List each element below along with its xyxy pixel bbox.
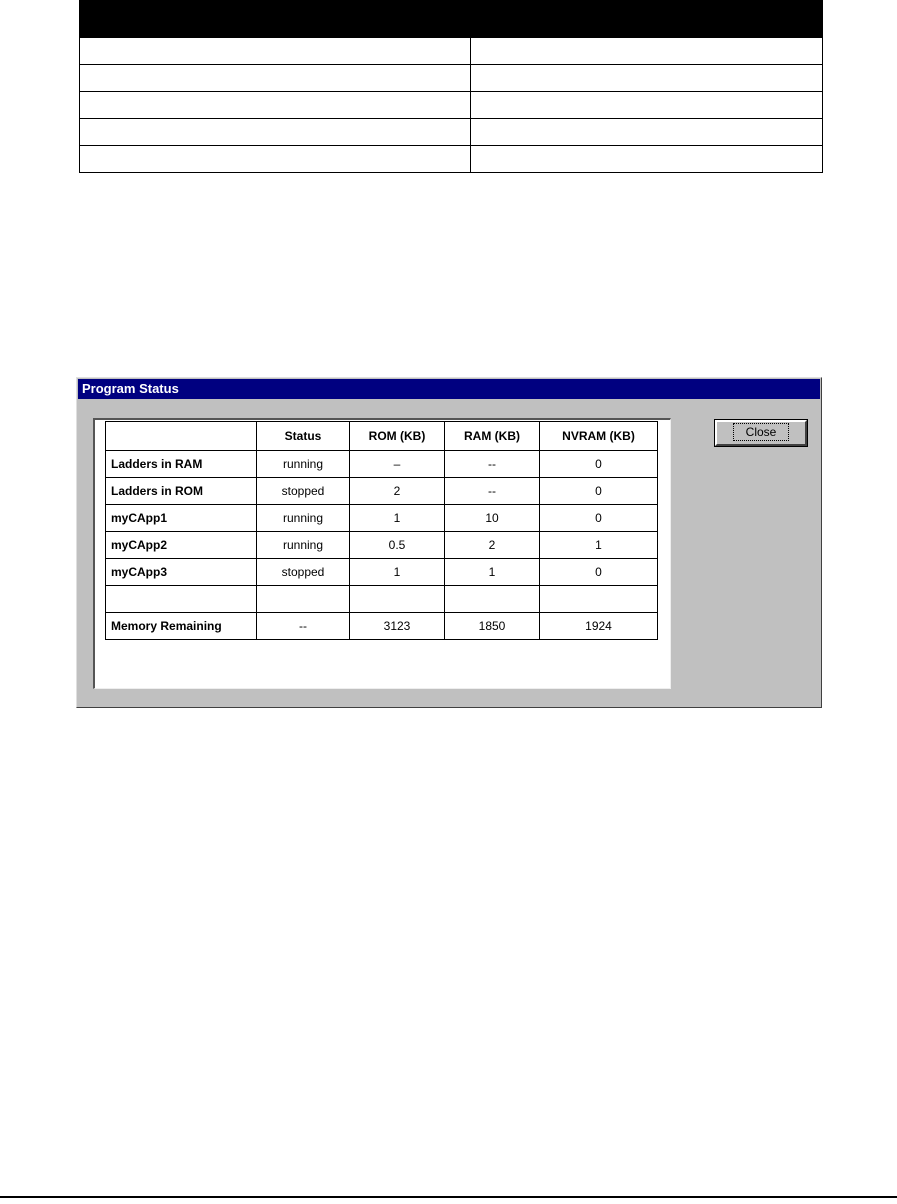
document-table-cell: [471, 65, 823, 92]
table-row-empty: [106, 586, 658, 613]
program-status-dialog: [76, 377, 822, 708]
status-cell: stopped: [257, 559, 350, 586]
ram-cell: --: [445, 451, 540, 478]
ram-cell: --: [445, 478, 540, 505]
table-row: [106, 478, 658, 505]
status-cell: stopped: [257, 478, 350, 505]
column-header-status: Status: [257, 422, 350, 451]
status-table: [105, 421, 658, 640]
column-header-rom: ROM (KB): [350, 422, 445, 451]
row-label: [106, 586, 257, 613]
ram-cell: 1: [445, 559, 540, 586]
row-label: myCApp1: [106, 505, 257, 532]
document-table-header-row: [80, 1, 823, 38]
document-table-row: [80, 38, 823, 65]
document-table-cell: [80, 38, 471, 65]
document-table-cell: [80, 65, 471, 92]
document-table-row: [80, 119, 823, 146]
document-table-header-cell: [471, 1, 823, 38]
document-table-row: [80, 146, 823, 173]
column-header-nvram: NVRAM (KB): [540, 422, 658, 451]
status-cell: running: [257, 532, 350, 559]
table-row: [106, 505, 658, 532]
document-table-cell: [80, 119, 471, 146]
ram-cell: [445, 586, 540, 613]
nvram-cell: 1: [540, 532, 658, 559]
rom-cell: 0.5: [350, 532, 445, 559]
document-table-header-cell: [80, 1, 471, 38]
rom-cell: 2: [350, 478, 445, 505]
status-cell: [257, 586, 350, 613]
nvram-cell: 0: [540, 478, 658, 505]
status-cell: running: [257, 451, 350, 478]
close-button-label: Close: [733, 423, 790, 441]
table-row: [106, 532, 658, 559]
rom-cell: 3123: [350, 613, 445, 640]
row-label: Memory Remaining: [106, 613, 257, 640]
table-row-memory-remaining: [106, 613, 658, 640]
row-label: myCApp3: [106, 559, 257, 586]
document-table-row: [80, 65, 823, 92]
status-table-header-row: [106, 422, 658, 451]
document-table-cell: [471, 92, 823, 119]
document-table-cell: [80, 146, 471, 173]
document-table-cell: [471, 38, 823, 65]
ram-cell: 2: [445, 532, 540, 559]
document-table-cell: [471, 146, 823, 173]
rom-cell: 1: [350, 505, 445, 532]
status-grid-frame: [93, 418, 671, 689]
row-label: myCApp2: [106, 532, 257, 559]
status-cell: running: [257, 505, 350, 532]
close-button[interactable]: [715, 420, 807, 446]
table-row: [106, 451, 658, 478]
document-table-cell: [471, 119, 823, 146]
row-label: Ladders in RAM: [106, 451, 257, 478]
nvram-cell: 0: [540, 505, 658, 532]
document-table: [79, 0, 823, 173]
rom-cell: [350, 586, 445, 613]
nvram-cell: [540, 586, 658, 613]
column-header: [106, 422, 257, 451]
row-label: Ladders in ROM: [106, 478, 257, 505]
page-bottom-rule: [0, 1196, 897, 1198]
dialog-title: Program Status: [78, 379, 820, 399]
ram-cell: 1850: [445, 613, 540, 640]
document-table-cell: [80, 92, 471, 119]
column-header-ram: RAM (KB): [445, 422, 540, 451]
rom-cell: 1: [350, 559, 445, 586]
nvram-cell: 0: [540, 559, 658, 586]
rom-cell: –: [350, 451, 445, 478]
document-table-row: [80, 92, 823, 119]
nvram-cell: 0: [540, 451, 658, 478]
ram-cell: 10: [445, 505, 540, 532]
nvram-cell: 1924: [540, 613, 658, 640]
table-row: [106, 559, 658, 586]
status-cell: --: [257, 613, 350, 640]
